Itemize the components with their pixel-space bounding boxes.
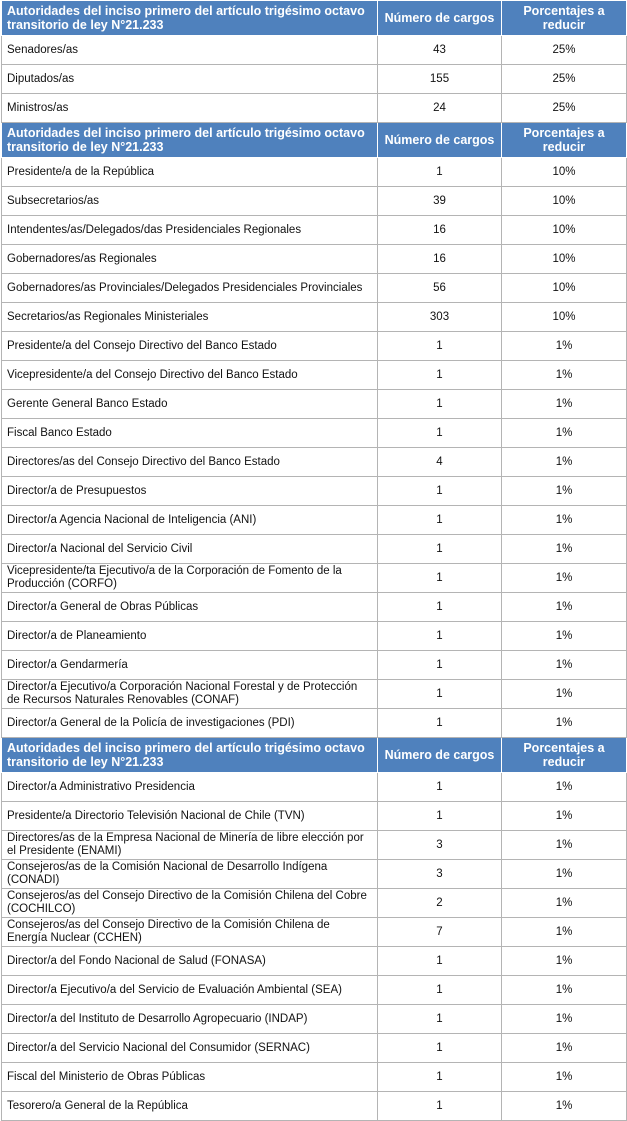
percent-cell: 1% [502, 709, 627, 738]
authority-cell: Consejeros/as del Consejo Directivo de la Comisión Chilena del Cobre (COCHILCO) [2, 889, 378, 918]
count-cell: 1 [378, 802, 502, 831]
count-cell: 7 [378, 918, 502, 947]
count-cell: 1 [378, 622, 502, 651]
table-row [2, 477, 627, 506]
count-cell: 16 [378, 245, 502, 274]
table-row [2, 976, 627, 1005]
authority-cell: Subsecretarios/as [2, 187, 378, 216]
percent-cell: 1% [502, 889, 627, 918]
percent-cell: 25% [502, 36, 627, 65]
percent-cell: 25% [502, 94, 627, 123]
count-cell: 39 [378, 187, 502, 216]
count-cell: 56 [378, 274, 502, 303]
percent-cell: 10% [502, 274, 627, 303]
table-row [2, 889, 627, 918]
authority-cell: Director/a de Presupuestos [2, 477, 378, 506]
count-cell: 1 [378, 1005, 502, 1034]
authority-cell: Director/a General de Obras Públicas [2, 593, 378, 622]
authority-cell: Senadores/as [2, 36, 378, 65]
authority-cell: Director/a Nacional del Servicio Civil [2, 535, 378, 564]
authority-cell: Director/a del Servicio Nacional del Consumidor (SERNAC) [2, 1034, 378, 1063]
percent-cell: 1% [502, 332, 627, 361]
authority-cell: Director/a Gendarmería [2, 651, 378, 680]
count-cell: 43 [378, 36, 502, 65]
table-row [2, 622, 627, 651]
percent-cell: 1% [502, 680, 627, 709]
percent-cell: 1% [502, 773, 627, 802]
header-authority-cell: Autoridades del inciso primero del artículo trigésimo octavo transitorio de ley N°21.233 [2, 123, 378, 158]
percent-cell: 1% [502, 564, 627, 593]
percent-cell: 1% [502, 947, 627, 976]
percent-cell: 1% [502, 506, 627, 535]
table-row [2, 94, 627, 123]
count-cell: 1 [378, 535, 502, 564]
authority-cell: Directores/as de la Empresa Nacional de Minería de libre elección por el Presidente (ENAMI) [2, 831, 378, 860]
count-cell: 1 [378, 773, 502, 802]
authority-cell: Vicepresidente/ta Ejecutivo/a de la Corporación de Fomento de la Producción (CORFO) [2, 564, 378, 593]
percent-cell: 1% [502, 860, 627, 889]
percent-cell: 25% [502, 65, 627, 94]
count-cell: 1 [378, 419, 502, 448]
header-percent-cell: Porcentajes a reducir [502, 738, 627, 773]
count-cell: 1 [378, 651, 502, 680]
percent-cell: 1% [502, 976, 627, 1005]
percent-cell: 1% [502, 1005, 627, 1034]
table-row [2, 831, 627, 860]
authority-cell: Diputados/as [2, 65, 378, 94]
header-count-cell: Número de cargos [378, 738, 502, 773]
percent-cell: 1% [502, 622, 627, 651]
count-cell: 1 [378, 477, 502, 506]
authority-cell: Secretarios/as Regionales Ministeriales [2, 303, 378, 332]
authority-cell: Consejeros/as de la Comisión Nacional de Desarrollo Indígena (CONADI) [2, 860, 378, 889]
count-cell: 1 [378, 564, 502, 593]
percent-cell: 1% [502, 361, 627, 390]
percent-cell: 1% [502, 1034, 627, 1063]
table-row [2, 36, 627, 65]
percent-cell: 1% [502, 1092, 627, 1121]
percent-cell: 10% [502, 216, 627, 245]
count-cell: 1 [378, 680, 502, 709]
table-row [2, 332, 627, 361]
percent-cell: 1% [502, 802, 627, 831]
authority-cell: Director/a del Instituto de Desarrollo Agropecuario (INDAP) [2, 1005, 378, 1034]
table-row [2, 303, 627, 332]
count-cell: 1 [378, 947, 502, 976]
percent-cell: 1% [502, 448, 627, 477]
authority-cell: Director/a del Fondo Nacional de Salud (FONASA) [2, 947, 378, 976]
table-row [2, 802, 627, 831]
percent-cell: 1% [502, 918, 627, 947]
header-percent-cell: Porcentajes a reducir [502, 1, 627, 36]
table-row [2, 1063, 627, 1092]
percent-cell: 10% [502, 187, 627, 216]
count-cell: 1 [378, 390, 502, 419]
table-row [2, 535, 627, 564]
count-cell: 4 [378, 448, 502, 477]
header-count-cell: Número de cargos [378, 123, 502, 158]
table-row [2, 274, 627, 303]
count-cell: 1 [378, 593, 502, 622]
table-row [2, 709, 627, 738]
count-cell: 1 [378, 709, 502, 738]
percent-cell: 1% [502, 390, 627, 419]
authority-cell: Gobernadores/as Regionales [2, 245, 378, 274]
count-cell: 1 [378, 1092, 502, 1121]
table-row [2, 390, 627, 419]
table-row [2, 65, 627, 94]
authority-cell: Director/a de Planeamiento [2, 622, 378, 651]
table-row [2, 419, 627, 448]
table-row [2, 506, 627, 535]
count-cell: 1 [378, 158, 502, 187]
authority-cell: Director/a Administrativo Presidencia [2, 773, 378, 802]
authority-cell: Director/a Agencia Nacional de Inteligencia (ANI) [2, 506, 378, 535]
percent-cell: 1% [502, 651, 627, 680]
authority-cell: Intendentes/as/Delegados/das Presidenciales Regionales [2, 216, 378, 245]
authorities-table [1, 0, 627, 1121]
authority-cell: Directores/as del Consejo Directivo del Banco Estado [2, 448, 378, 477]
table-row [2, 1005, 627, 1034]
authority-cell: Tesorero/a General de la República [2, 1092, 378, 1121]
count-cell: 1 [378, 1034, 502, 1063]
table-row [2, 187, 627, 216]
percent-cell: 1% [502, 535, 627, 564]
count-cell: 3 [378, 831, 502, 860]
count-cell: 1 [378, 506, 502, 535]
authority-cell: Consejeros/as del Consejo Directivo de la Comisión Chilena de Energía Nuclear (CCHEN) [2, 918, 378, 947]
percent-cell: 10% [502, 245, 627, 274]
header-authority-cell: Autoridades del inciso primero del artículo trigésimo octavo transitorio de ley N°21.233 [2, 1, 378, 36]
count-cell: 155 [378, 65, 502, 94]
authority-cell: Ministros/as [2, 94, 378, 123]
table-row [2, 158, 627, 187]
table-row [2, 947, 627, 976]
table-row [2, 361, 627, 390]
authority-cell: Director/a General de la Policía de investigaciones (PDI) [2, 709, 378, 738]
table-row [2, 773, 627, 802]
count-cell: 303 [378, 303, 502, 332]
table-body [2, 1, 627, 1121]
table-row [2, 593, 627, 622]
table-row [2, 1092, 627, 1121]
table-row [2, 680, 627, 709]
table-row [2, 860, 627, 889]
table-row [2, 564, 627, 593]
table-row [2, 448, 627, 477]
percent-cell: 1% [502, 593, 627, 622]
table-row [2, 918, 627, 947]
percent-cell: 10% [502, 303, 627, 332]
authority-cell: Gerente General Banco Estado [2, 390, 378, 419]
authority-cell: Gobernadores/as Provinciales/Delegados Presidenciales Provinciales [2, 274, 378, 303]
count-cell: 24 [378, 94, 502, 123]
authority-cell: Director/a Ejecutivo/a del Servicio de Evaluación Ambiental (SEA) [2, 976, 378, 1005]
authority-cell: Presidente/a de la República [2, 158, 378, 187]
count-cell: 16 [378, 216, 502, 245]
count-cell: 1 [378, 1063, 502, 1092]
header-count-cell: Número de cargos [378, 1, 502, 36]
table-row [2, 245, 627, 274]
count-cell: 2 [378, 889, 502, 918]
percent-cell: 1% [502, 831, 627, 860]
table-row [2, 651, 627, 680]
header-authority-cell: Autoridades del inciso primero del artículo trigésimo octavo transitorio de ley N°21.233 [2, 738, 378, 773]
table-row [2, 1034, 627, 1063]
header-percent-cell: Porcentajes a reducir [502, 123, 627, 158]
authority-cell: Vicepresidente/a del Consejo Directivo del Banco Estado [2, 361, 378, 390]
authority-cell: Fiscal del Ministerio de Obras Públicas [2, 1063, 378, 1092]
percent-cell: 1% [502, 1063, 627, 1092]
authority-cell: Fiscal Banco Estado [2, 419, 378, 448]
count-cell: 1 [378, 361, 502, 390]
table-row [2, 216, 627, 245]
authority-cell: Presidente/a del Consejo Directivo del Banco Estado [2, 332, 378, 361]
section-header-row [2, 123, 627, 158]
section-header-row [2, 1, 627, 36]
count-cell: 1 [378, 332, 502, 361]
percent-cell: 1% [502, 419, 627, 448]
count-cell: 1 [378, 976, 502, 1005]
percent-cell: 1% [502, 477, 627, 506]
count-cell: 3 [378, 860, 502, 889]
authority-cell: Presidente/a Directorio Televisión Nacional de Chile (TVN) [2, 802, 378, 831]
section-header-row [2, 738, 627, 773]
authority-cell: Director/a Ejecutivo/a Corporación Nacional Forestal y de Protección de Recursos Naturales Renovables (CONAF) [2, 680, 378, 709]
percent-cell: 10% [502, 158, 627, 187]
